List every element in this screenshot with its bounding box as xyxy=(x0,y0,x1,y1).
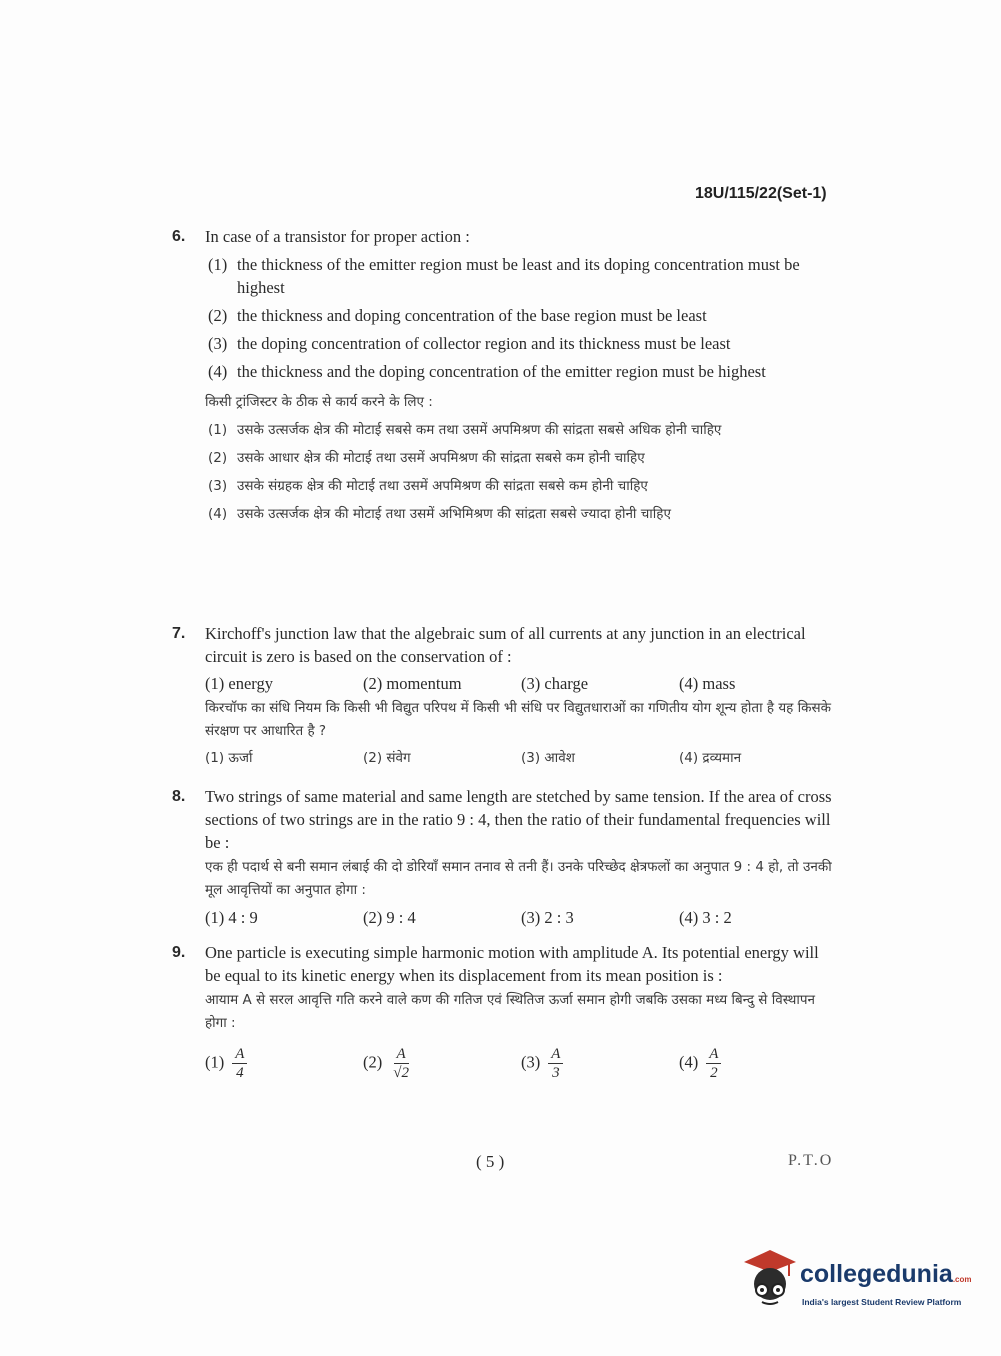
question-7 xyxy=(172,622,837,770)
option-hi-2 xyxy=(205,447,837,470)
option-en-4: (4) mass xyxy=(679,674,736,693)
option-text: उसके संग्रहक क्षेत्र की मोटाई तथा उसमें अपमिश्रण की सांद्रता सबसे कम होनी चाहिए xyxy=(237,478,648,494)
option-number: (4) xyxy=(208,362,228,381)
question-number: 7. xyxy=(172,625,186,642)
option-hi-3: (3) आवेश xyxy=(521,750,575,766)
option-4: (4) $\frac{A}{2}$ xyxy=(679,1045,837,1082)
option-2: (2) 9 : 4 xyxy=(363,908,416,927)
option-text: उसके आधार क्षेत्र की मोटाई तथा उसमें अपमिश्रण की सांद्रता सबसे कम होनी चाहिए xyxy=(237,450,645,466)
collegedunia-logo xyxy=(742,1248,972,1318)
question-number: 6. xyxy=(172,228,186,245)
option-3: (3) $\frac{A}{3}$ xyxy=(521,1045,679,1082)
option-hi-3 xyxy=(205,475,837,498)
option-4: (4) 3 : 2 xyxy=(679,908,732,927)
pto-label: P.T.O xyxy=(788,1152,834,1169)
options-row-en xyxy=(205,672,837,695)
option-number: (1) xyxy=(208,422,228,438)
option-hi-1 xyxy=(205,419,837,442)
question-text-hi: किसी ट्रांजिस्टर के ठीक से कार्य करने के लिए : xyxy=(205,394,433,410)
option-en-4 xyxy=(205,360,837,383)
fraction: $\frac{A}{4}$ xyxy=(232,1045,247,1082)
fraction: $\frac{A}{2}$ xyxy=(706,1045,721,1082)
option-number: (4) xyxy=(208,506,228,522)
option-1: (1) 4 : 9 xyxy=(205,908,258,927)
option-text: the thickness and doping concentration of the base region must be least xyxy=(237,306,707,325)
option-en-2 xyxy=(205,304,837,327)
option-text: the thickness and the doping concentration of the emitter region must be highest xyxy=(237,362,766,381)
option-number: (3) xyxy=(208,334,228,353)
question-text-en: Kirchoff's junction law that the algebraic sum of all currents at any junction in an electrical circuit is zero is based on the conservation of : xyxy=(205,624,806,666)
brand-tagline: India's largest Student Review Platform xyxy=(802,1297,962,1307)
option-text: उसके उत्सर्जक क्षेत्र की मोटाई सबसे कम तथा उसमें अपमिश्रण की सांद्रता सबसे अधिक होनी चाहिए xyxy=(237,422,722,438)
option-en-1 xyxy=(205,253,837,299)
option-text: उसके उत्सर्जक क्षेत्र की मोटाई तथा उसमें अभिमिश्रण की सांद्रता सबसे ज्यादा होनी चाहिए xyxy=(237,506,671,522)
option-1: (1) $\frac{A}{4}$ xyxy=(205,1045,363,1082)
option-2: (2) $\frac{A}{√2}$ xyxy=(363,1045,521,1082)
options-row-hi xyxy=(205,747,837,770)
question-number: 9. xyxy=(172,944,186,961)
option-number: (1) xyxy=(208,255,228,274)
option-hi-1: (1) ऊर्जा xyxy=(205,750,253,766)
question-text-en: Two strings of same material and same length are stetched by same tension. If the area of cross sections of two strings are in the ratio 9 : 4, then the ratio of their fundamental frequencies will be : xyxy=(205,787,832,852)
question-9 xyxy=(172,941,837,1082)
question-text-hi: किरचॉफ का संधि नियम कि किसी भी विद्युत परिपथ में किसी भी संधि पर विद्युतधाराओं का गणितीय योग शून्य होता है यह किसके संरक्षण पर आधारित है ? xyxy=(205,700,831,739)
option-3: (3) 2 : 3 xyxy=(521,908,574,927)
mascot-icon xyxy=(742,1248,798,1310)
question-text-hi: एक ही पदार्थ से बनी समान लंबाई की दो डोरियाँ समान तनाव से तनी हैं। उनके परिच्छेद क्षेत्रफलों का अनुपात 9 : 4 हो, तो उनकी मूल आवृत्तियों का अनुपात होगा : xyxy=(205,859,832,898)
fraction: $\frac{A}{3}$ xyxy=(548,1045,563,1082)
question-8 xyxy=(172,785,837,929)
question-text-en: One particle is executing simple harmonic motion with amplitude A. Its potential energy will be equal to its kinetic energy when its displacement from its mean position is : xyxy=(205,943,819,985)
page-number: ( 5 ) xyxy=(476,1152,505,1171)
option-number: (2) xyxy=(208,450,228,466)
option-en-3 xyxy=(205,332,837,355)
option-en-3: (3) charge xyxy=(521,674,589,693)
option-hi-4: (4) द्रव्यमान xyxy=(679,750,742,766)
option-number: (3) xyxy=(208,478,228,494)
option-hi-2: (2) संवेग xyxy=(363,750,411,766)
option-text: the thickness of the emitter region must be least and its doping concentration must be highest xyxy=(237,255,800,297)
paper-code: 18U/115/22(Set-1) xyxy=(695,185,827,202)
question-6 xyxy=(172,225,837,526)
option-hi-4 xyxy=(205,503,837,526)
question-text-hi: आयाम A से सरल आवृत्ति गति करने वाले कण की गतिज एवं स्थितिज ऊर्जा समान होगी जबकि उसका मध्य बिन्दु से विस्थापन होगा : xyxy=(205,992,815,1031)
question-number: 8. xyxy=(172,788,186,805)
options-row xyxy=(205,906,837,929)
option-en-2: (2) momentum xyxy=(363,674,462,693)
fraction: $\frac{A}{√2}$ xyxy=(393,1046,409,1081)
options-row xyxy=(205,1045,837,1082)
brand-name: collegedunia.com xyxy=(800,1260,972,1288)
option-text: the doping concentration of collector region and its thickness must be least xyxy=(237,334,731,353)
option-number: (2) xyxy=(208,306,228,325)
option-en-1: (1) energy xyxy=(205,674,273,693)
question-text-en: In case of a transistor for proper action : xyxy=(205,227,470,246)
